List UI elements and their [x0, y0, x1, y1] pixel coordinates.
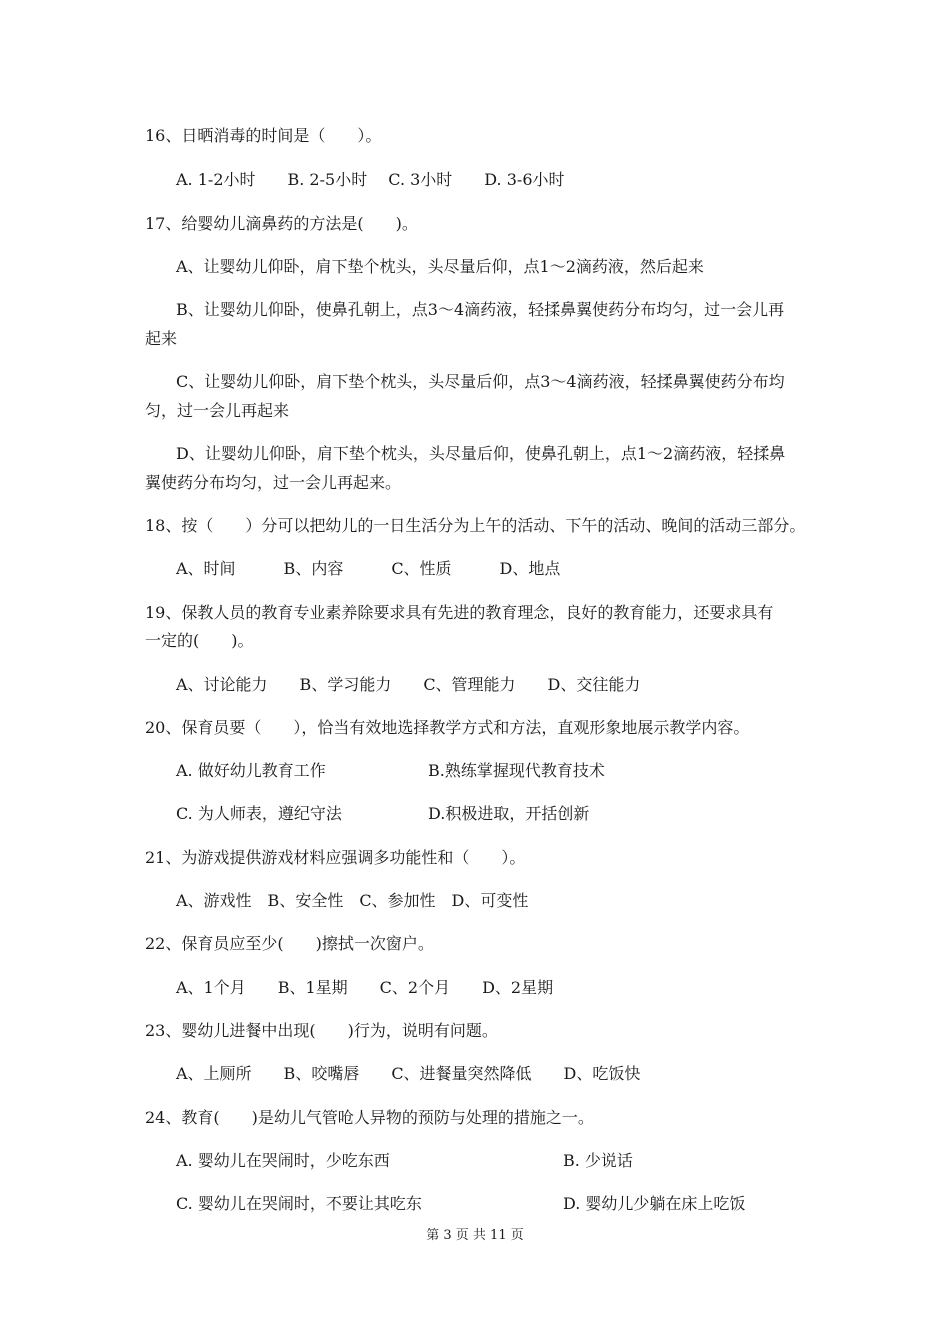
question-22-options: A、1个月 B、1星期 C、2个月 D、2星期 — [176, 978, 554, 997]
question-20-option-b: B.熟练掌握现代教育技术 — [428, 761, 605, 780]
question-16-options: A. 1-2小时 B. 2-5小时 C. 3小时 D. 3-6小时 — [176, 170, 565, 189]
question-18-options: A、时间 B、内容 C、性质 D、地点 — [176, 559, 561, 578]
question-16-stem: 16、日晒消毒的时间是（ ）。 — [145, 126, 382, 145]
question-24-option-c: C. 婴幼儿在哭闹时，不要让其吃东 — [176, 1194, 422, 1213]
question-18-stem: 18、按（ ）分可以把幼儿的一日生活分为上午的活动、下午的活动、晚间的活动三部分。 — [145, 516, 806, 535]
question-17-option-c-line2: 匀，过一会儿再起来 — [145, 401, 290, 420]
question-24-option-d: D. 婴幼儿少躺在床上吃饭 — [563, 1194, 746, 1213]
question-24-option-b: B. 少说话 — [563, 1151, 633, 1170]
question-19-options: A、讨论能力 B、学习能力 C、管理能力 D、交往能力 — [176, 675, 641, 694]
page-number-footer: 第 3 页 共 11 页 — [426, 1228, 524, 1243]
question-20-option-d: D.积极进取，开括创新 — [428, 804, 590, 823]
question-24-stem: 24、教育( )是幼儿气管呛人异物的预防与处理的措施之一。 — [145, 1108, 594, 1127]
question-20-option-a: A. 做好幼儿教育工作 — [176, 761, 326, 780]
question-17-option-c-line1: C、让婴幼儿仰卧，肩下垫个枕头，头尽量后仰，点3～4滴药液，轻揉鼻翼使药分布均 — [176, 372, 785, 391]
question-17-option-a: A、让婴幼儿仰卧，肩下垫个枕头，头尽量后仰，点1～2滴药液，然后起来 — [176, 257, 704, 276]
question-21-options: A、游戏性 B、安全性 C、参加性 D、可变性 — [176, 891, 529, 910]
question-17-option-d-line2: 翼使药分布均匀，过一会儿再起来。 — [145, 473, 402, 492]
question-20-option-c: C. 为人师表，遵纪守法 — [176, 804, 342, 823]
question-17-stem: 17、给婴幼儿滴鼻药的方法是( )。 — [145, 214, 418, 233]
question-24-option-a: A. 婴幼儿在哭闹时，少吃东西 — [176, 1151, 390, 1170]
question-17-option-d-line1: D、让婴幼儿仰卧，肩下垫个枕头，头尽量后仰，使鼻孔朝上，点1～2滴药液，轻揉鼻 — [176, 444, 786, 463]
question-19-stem-line2: 一定的( )。 — [145, 631, 254, 650]
question-23-options: A、上厕所 B、咬嘴唇 C、进餐量突然降低 D、吃饭快 — [176, 1064, 641, 1083]
question-17-option-b-line1: B、让婴幼儿仰卧，使鼻孔朝上，点3～4滴药液，轻揉鼻翼使药分布均匀，过一会儿再 — [176, 300, 785, 319]
question-22-stem: 22、保育员应至少( )擦拭一次窗户。 — [145, 934, 434, 953]
question-23-stem: 23、婴幼儿进餐中出现( )行为，说明有问题。 — [145, 1021, 498, 1040]
question-19-stem-line1: 19、保教人员的教育专业素养除要求具有先进的教育理念，良好的教育能力，还要求具有 — [145, 603, 774, 622]
question-20-stem: 20、保育员要（ ），恰当有效地选择教学方式和方法，直观形象地展示教学内容。 — [145, 718, 750, 737]
question-21-stem: 21、为游戏提供游戏材料应强调多功能性和（ ）。 — [145, 848, 526, 867]
question-17-option-b-line2: 起来 — [145, 329, 178, 348]
